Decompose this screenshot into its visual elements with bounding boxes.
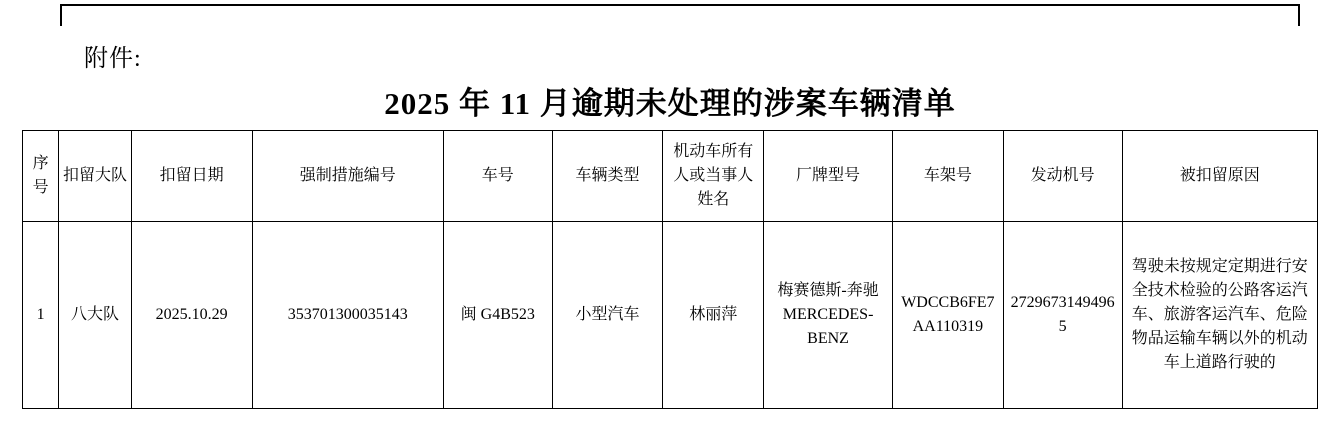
page-border-right-tick <box>1298 4 1300 26</box>
cell-index: 1 <box>23 222 59 409</box>
page-border-left-tick <box>60 4 62 26</box>
table-header <box>23 131 1318 222</box>
cell-vin: WDCCB6FE7AA110319 <box>893 222 1004 409</box>
cell-measure-no: 353701300035143 <box>252 222 443 409</box>
column-header-vin: 车架号 <box>893 131 1004 222</box>
column-header-index: 序号 <box>23 131 59 222</box>
column-header-brand-model: 厂牌型号 <box>764 131 893 222</box>
vehicle-list-table <box>22 130 1318 409</box>
cell-detain-date: 2025.10.29 <box>131 222 252 409</box>
cell-plate-no: 闽 G4B523 <box>443 222 552 409</box>
cell-owner-name: 林丽萍 <box>663 222 764 409</box>
column-header-reason: 被扣留原因 <box>1122 131 1317 222</box>
column-header-detain-unit: 扣留大队 <box>59 131 132 222</box>
table-row <box>23 222 1318 409</box>
page-title: 2025 年 11 月逾期未处理的涉案车辆清单 <box>384 86 956 121</box>
cell-vehicle-type: 小型汽车 <box>552 222 663 409</box>
column-header-plate-no: 车号 <box>443 131 552 222</box>
attachment-label: 附件: <box>84 46 142 72</box>
table-header-row <box>23 131 1318 222</box>
page-border-top <box>60 4 1300 6</box>
cell-engine-no: 27296731494965 <box>1003 222 1122 409</box>
cell-brand-model: 梅赛德斯-奔驰 MERCEDES-BENZ <box>764 222 893 409</box>
column-header-owner-name: 机动车所有人或当事人姓名 <box>663 131 764 222</box>
table-body <box>23 222 1318 409</box>
column-header-measure-no: 强制措施编号 <box>252 131 443 222</box>
column-header-detain-date: 扣留日期 <box>131 131 252 222</box>
column-header-engine-no: 发动机号 <box>1003 131 1122 222</box>
column-header-vehicle-type: 车辆类型 <box>552 131 663 222</box>
cell-reason: 驾驶未按规定定期进行安全技术检验的公路客运汽车、旅游客运汽车、危险物品运输车辆以外的机动车上道路行驶的 <box>1122 222 1317 409</box>
cell-detain-unit: 八大队 <box>59 222 132 409</box>
